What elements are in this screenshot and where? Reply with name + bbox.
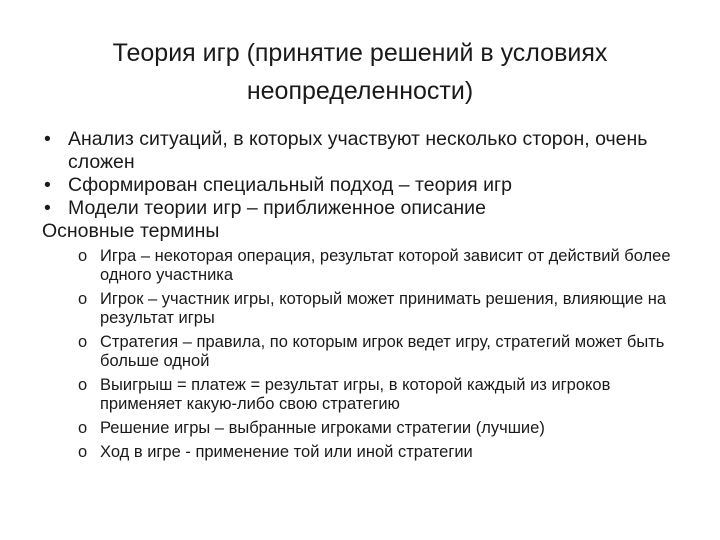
bullet-list [42,128,682,220]
slide-body [42,128,682,467]
term-text: Игрок – участник игры, который может принимать решения, влияющие на результат игры [100,290,667,327]
term-text: Решение игры – выбранные игроками стратегии (лучшие) [100,419,545,437]
bullet-text: Сформирован специальный подход – теория игр [68,174,512,196]
bullet-text: Модели теории игр – приближенное описание [68,197,486,219]
term-item [76,419,682,438]
term-marker: o [78,419,88,437]
section-heading: Основные термины [42,220,220,242]
term-text: Ход в игре - применение той или иной стратегии [100,443,473,461]
term-text: Стратегия – правила, по которым игрок ведет игру, стратегий может быть больше одной [100,333,665,370]
term-marker: o [78,290,88,308]
slide-title-line-1: Теория игр (принятие решений в условиях [112,39,608,67]
term-marker: o [78,376,88,394]
term-text: Игра – некоторая операция, результат которой зависит от действий более одного участника [100,247,671,284]
bullet-marker: • [44,174,51,196]
bullet-item [42,128,682,174]
slide-title [40,34,680,110]
term-marker: o [78,247,88,265]
term-item [76,376,682,414]
bullet-text: Анализ ситуаций, в которых участвуют несколько сторон, очень сложен [68,128,648,173]
bullet-marker: • [44,197,51,219]
term-item [76,443,682,462]
term-marker: o [78,443,88,461]
term-item [76,247,682,285]
bullet-item [42,197,682,220]
term-text: Выигрыш = платеж = результат игры, в которой каждый из игроков применяет какую-либо свою стратегию [100,376,611,413]
slide-title-line-2: неопределенности) [246,77,474,105]
terms-list [76,247,682,462]
term-marker: o [78,333,88,351]
bullet-item [42,174,682,197]
term-item [76,290,682,328]
bullet-marker: • [44,128,51,150]
term-item [76,333,682,371]
